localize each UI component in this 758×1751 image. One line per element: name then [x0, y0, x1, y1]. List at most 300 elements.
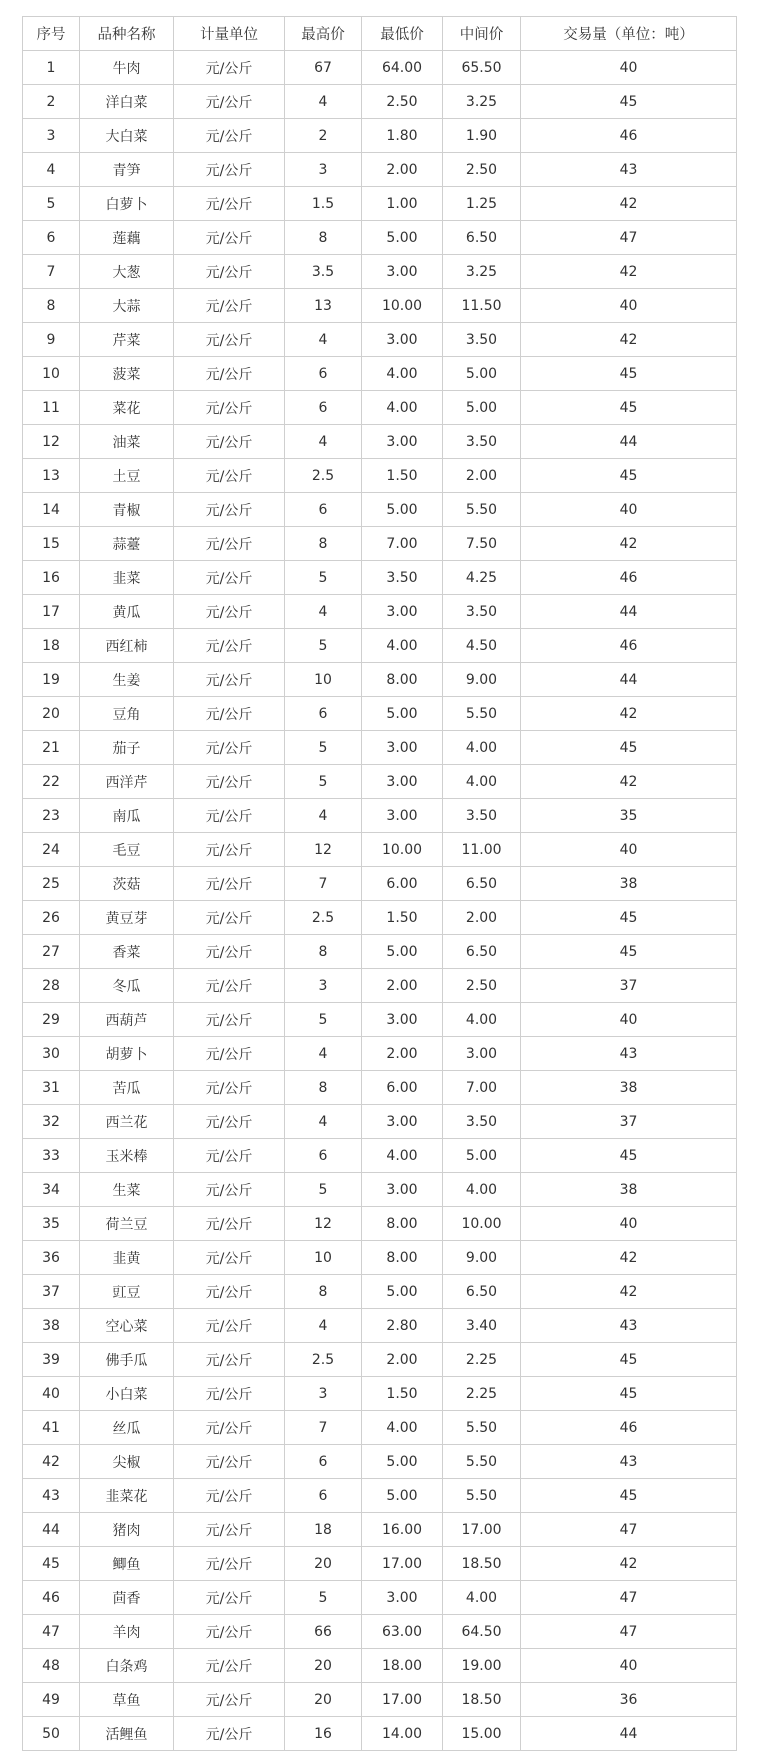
cell-volume: 45 [521, 459, 737, 493]
cell-max-price: 3.5 [285, 255, 362, 289]
cell-min-price: 4.00 [362, 391, 443, 425]
cell-max-price: 66 [285, 1615, 362, 1649]
table-row [23, 493, 737, 527]
cell-variety-name: 韭菜花 [80, 1479, 174, 1513]
cell-max-price: 3 [285, 1377, 362, 1411]
cell-variety-name: 香菜 [80, 935, 174, 969]
table-row [23, 1105, 737, 1139]
cell-variety-name: 苦瓜 [80, 1071, 174, 1105]
price-table [22, 16, 737, 1751]
cell-volume: 40 [521, 833, 737, 867]
cell-mid-price: 6.50 [443, 867, 521, 901]
cell-mid-price: 3.50 [443, 799, 521, 833]
cell-index: 49 [23, 1683, 80, 1717]
cell-variety-name: 油菜 [80, 425, 174, 459]
cell-min-price: 3.00 [362, 1105, 443, 1139]
header-max-price: 最高价 [285, 17, 362, 51]
table-row [23, 663, 737, 697]
cell-index: 25 [23, 867, 80, 901]
cell-volume: 43 [521, 1037, 737, 1071]
cell-mid-price: 5.50 [443, 493, 521, 527]
header-variety-name: 品种名称 [80, 17, 174, 51]
cell-min-price: 4.00 [362, 1411, 443, 1445]
cell-index: 14 [23, 493, 80, 527]
cell-volume: 45 [521, 1343, 737, 1377]
table-row [23, 901, 737, 935]
cell-min-price: 8.00 [362, 1241, 443, 1275]
cell-unit: 元/公斤 [174, 391, 285, 425]
cell-mid-price: 2.25 [443, 1343, 521, 1377]
cell-volume: 44 [521, 425, 737, 459]
cell-index: 30 [23, 1037, 80, 1071]
cell-index: 36 [23, 1241, 80, 1275]
cell-mid-price: 5.00 [443, 357, 521, 391]
cell-volume: 47 [521, 1513, 737, 1547]
table-row [23, 1037, 737, 1071]
table-row [23, 969, 737, 1003]
cell-max-price: 4 [285, 1309, 362, 1343]
cell-volume: 43 [521, 1309, 737, 1343]
cell-min-price: 63.00 [362, 1615, 443, 1649]
cell-mid-price: 4.00 [443, 1003, 521, 1037]
cell-mid-price: 2.00 [443, 459, 521, 493]
cell-index: 17 [23, 595, 80, 629]
cell-index: 39 [23, 1343, 80, 1377]
cell-volume: 45 [521, 357, 737, 391]
cell-variety-name: 羊肉 [80, 1615, 174, 1649]
cell-max-price: 6 [285, 1479, 362, 1513]
cell-max-price: 18 [285, 1513, 362, 1547]
cell-unit: 元/公斤 [174, 663, 285, 697]
cell-mid-price: 10.00 [443, 1207, 521, 1241]
cell-unit: 元/公斤 [174, 1411, 285, 1445]
cell-max-price: 5 [285, 629, 362, 663]
cell-mid-price: 65.50 [443, 51, 521, 85]
cell-unit: 元/公斤 [174, 697, 285, 731]
cell-volume: 47 [521, 1615, 737, 1649]
cell-unit: 元/公斤 [174, 1275, 285, 1309]
cell-min-price: 3.50 [362, 561, 443, 595]
header-volume: 交易量（单位：吨） [521, 17, 737, 51]
cell-unit: 元/公斤 [174, 119, 285, 153]
table-row [23, 51, 737, 85]
cell-unit: 元/公斤 [174, 1343, 285, 1377]
table-row [23, 833, 737, 867]
cell-unit: 元/公斤 [174, 1207, 285, 1241]
cell-variety-name: 菜花 [80, 391, 174, 425]
cell-index: 10 [23, 357, 80, 391]
cell-volume: 47 [521, 1581, 737, 1615]
cell-mid-price: 9.00 [443, 1241, 521, 1275]
cell-mid-price: 5.50 [443, 1411, 521, 1445]
cell-variety-name: 佛手瓜 [80, 1343, 174, 1377]
cell-volume: 44 [521, 1717, 737, 1751]
cell-index: 35 [23, 1207, 80, 1241]
cell-unit: 元/公斤 [174, 1717, 285, 1751]
table-row [23, 1343, 737, 1377]
cell-variety-name: 大蒜 [80, 289, 174, 323]
table-row [23, 391, 737, 425]
cell-volume: 45 [521, 391, 737, 425]
cell-max-price: 8 [285, 1275, 362, 1309]
cell-index: 31 [23, 1071, 80, 1105]
cell-index: 26 [23, 901, 80, 935]
table-row [23, 255, 737, 289]
cell-unit: 元/公斤 [174, 1003, 285, 1037]
cell-min-price: 3.00 [362, 1173, 443, 1207]
table-row [23, 1479, 737, 1513]
cell-mid-price: 2.00 [443, 901, 521, 935]
table-row [23, 425, 737, 459]
cell-index: 11 [23, 391, 80, 425]
cell-mid-price: 5.50 [443, 1445, 521, 1479]
table-row [23, 629, 737, 663]
cell-unit: 元/公斤 [174, 1377, 285, 1411]
table-row [23, 119, 737, 153]
cell-unit: 元/公斤 [174, 1445, 285, 1479]
cell-variety-name: 鲫鱼 [80, 1547, 174, 1581]
cell-index: 44 [23, 1513, 80, 1547]
cell-variety-name: 活鲤鱼 [80, 1717, 174, 1751]
cell-volume: 36 [521, 1683, 737, 1717]
cell-volume: 45 [521, 1479, 737, 1513]
cell-mid-price: 2.25 [443, 1377, 521, 1411]
cell-variety-name: 丝瓜 [80, 1411, 174, 1445]
cell-max-price: 2.5 [285, 459, 362, 493]
cell-volume: 40 [521, 1003, 737, 1037]
cell-mid-price: 4.00 [443, 1173, 521, 1207]
cell-max-price: 1.5 [285, 187, 362, 221]
cell-index: 28 [23, 969, 80, 1003]
cell-unit: 元/公斤 [174, 187, 285, 221]
cell-variety-name: 空心菜 [80, 1309, 174, 1343]
cell-variety-name: 南瓜 [80, 799, 174, 833]
cell-max-price: 5 [285, 731, 362, 765]
table-row [23, 1003, 737, 1037]
cell-unit: 元/公斤 [174, 629, 285, 663]
cell-unit: 元/公斤 [174, 1547, 285, 1581]
table-row [23, 1377, 737, 1411]
cell-unit: 元/公斤 [174, 1649, 285, 1683]
table-row [23, 1411, 737, 1445]
cell-index: 19 [23, 663, 80, 697]
cell-mid-price: 4.25 [443, 561, 521, 595]
table-header-row [23, 17, 737, 51]
cell-min-price: 2.00 [362, 1343, 443, 1377]
cell-max-price: 16 [285, 1717, 362, 1751]
cell-max-price: 6 [285, 697, 362, 731]
cell-variety-name: 青笋 [80, 153, 174, 187]
cell-max-price: 8 [285, 527, 362, 561]
cell-variety-name: 西洋芹 [80, 765, 174, 799]
table-row [23, 595, 737, 629]
cell-variety-name: 菠菜 [80, 357, 174, 391]
table-row [23, 187, 737, 221]
cell-index: 48 [23, 1649, 80, 1683]
cell-unit: 元/公斤 [174, 1309, 285, 1343]
cell-index: 3 [23, 119, 80, 153]
cell-variety-name: 洋白菜 [80, 85, 174, 119]
cell-min-price: 10.00 [362, 289, 443, 323]
cell-mid-price: 18.50 [443, 1547, 521, 1581]
cell-min-price: 2.80 [362, 1309, 443, 1343]
cell-max-price: 6 [285, 493, 362, 527]
cell-unit: 元/公斤 [174, 323, 285, 357]
cell-min-price: 8.00 [362, 663, 443, 697]
table-row [23, 527, 737, 561]
cell-unit: 元/公斤 [174, 425, 285, 459]
cell-volume: 42 [521, 255, 737, 289]
cell-max-price: 5 [285, 561, 362, 595]
cell-index: 9 [23, 323, 80, 357]
cell-volume: 46 [521, 629, 737, 663]
cell-variety-name: 豆角 [80, 697, 174, 731]
cell-index: 47 [23, 1615, 80, 1649]
cell-min-price: 16.00 [362, 1513, 443, 1547]
cell-index: 50 [23, 1717, 80, 1751]
cell-min-price: 3.00 [362, 1003, 443, 1037]
cell-min-price: 2.00 [362, 153, 443, 187]
cell-min-price: 5.00 [362, 697, 443, 731]
cell-variety-name: 西红柿 [80, 629, 174, 663]
table-body [23, 51, 737, 1751]
cell-index: 40 [23, 1377, 80, 1411]
cell-volume: 44 [521, 663, 737, 697]
table-row [23, 1547, 737, 1581]
table-row [23, 289, 737, 323]
table-row [23, 1683, 737, 1717]
cell-mid-price: 15.00 [443, 1717, 521, 1751]
cell-mid-price: 3.25 [443, 255, 521, 289]
cell-variety-name: 西葫芦 [80, 1003, 174, 1037]
header-index: 序号 [23, 17, 80, 51]
cell-unit: 元/公斤 [174, 561, 285, 595]
cell-volume: 46 [521, 1411, 737, 1445]
cell-unit: 元/公斤 [174, 1037, 285, 1071]
cell-mid-price: 5.00 [443, 1139, 521, 1173]
cell-max-price: 4 [285, 1037, 362, 1071]
cell-variety-name: 韭菜 [80, 561, 174, 595]
cell-volume: 43 [521, 1445, 737, 1479]
cell-max-price: 4 [285, 323, 362, 357]
cell-index: 46 [23, 1581, 80, 1615]
cell-max-price: 6 [285, 1445, 362, 1479]
table-row [23, 1207, 737, 1241]
cell-unit: 元/公斤 [174, 799, 285, 833]
table-row [23, 357, 737, 391]
cell-unit: 元/公斤 [174, 1683, 285, 1717]
cell-min-price: 5.00 [362, 1479, 443, 1513]
cell-max-price: 8 [285, 1071, 362, 1105]
cell-min-price: 2.00 [362, 969, 443, 1003]
cell-min-price: 7.00 [362, 527, 443, 561]
cell-max-price: 7 [285, 1411, 362, 1445]
cell-unit: 元/公斤 [174, 153, 285, 187]
table-row [23, 1581, 737, 1615]
cell-min-price: 4.00 [362, 1139, 443, 1173]
cell-min-price: 3.00 [362, 425, 443, 459]
cell-variety-name: 小白菜 [80, 1377, 174, 1411]
cell-variety-name: 荷兰豆 [80, 1207, 174, 1241]
cell-min-price: 17.00 [362, 1683, 443, 1717]
cell-mid-price: 3.50 [443, 425, 521, 459]
cell-variety-name: 生菜 [80, 1173, 174, 1207]
cell-mid-price: 64.50 [443, 1615, 521, 1649]
cell-min-price: 18.00 [362, 1649, 443, 1683]
cell-mid-price: 19.00 [443, 1649, 521, 1683]
cell-volume: 46 [521, 561, 737, 595]
cell-variety-name: 芹菜 [80, 323, 174, 357]
cell-index: 7 [23, 255, 80, 289]
cell-volume: 45 [521, 1377, 737, 1411]
cell-volume: 38 [521, 1071, 737, 1105]
cell-index: 43 [23, 1479, 80, 1513]
cell-index: 20 [23, 697, 80, 731]
cell-index: 12 [23, 425, 80, 459]
cell-index: 37 [23, 1275, 80, 1309]
cell-unit: 元/公斤 [174, 493, 285, 527]
cell-min-price: 3.00 [362, 255, 443, 289]
cell-variety-name: 玉米棒 [80, 1139, 174, 1173]
table-row [23, 765, 737, 799]
cell-unit: 元/公斤 [174, 85, 285, 119]
cell-volume: 46 [521, 119, 737, 153]
cell-min-price: 5.00 [362, 221, 443, 255]
cell-max-price: 4 [285, 85, 362, 119]
cell-index: 2 [23, 85, 80, 119]
cell-volume: 38 [521, 867, 737, 901]
table-row [23, 221, 737, 255]
cell-volume: 45 [521, 1139, 737, 1173]
cell-unit: 元/公斤 [174, 527, 285, 561]
cell-max-price: 2.5 [285, 901, 362, 935]
cell-volume: 40 [521, 289, 737, 323]
cell-max-price: 12 [285, 833, 362, 867]
cell-mid-price: 5.50 [443, 697, 521, 731]
cell-min-price: 2.00 [362, 1037, 443, 1071]
cell-mid-price: 3.00 [443, 1037, 521, 1071]
cell-mid-price: 7.00 [443, 1071, 521, 1105]
cell-index: 22 [23, 765, 80, 799]
cell-volume: 40 [521, 51, 737, 85]
cell-min-price: 1.50 [362, 1377, 443, 1411]
cell-min-price: 5.00 [362, 1275, 443, 1309]
cell-mid-price: 18.50 [443, 1683, 521, 1717]
cell-volume: 37 [521, 969, 737, 1003]
cell-index: 16 [23, 561, 80, 595]
price-table-container [22, 16, 736, 1751]
cell-mid-price: 2.50 [443, 969, 521, 1003]
table-row [23, 1071, 737, 1105]
cell-volume: 42 [521, 697, 737, 731]
cell-index: 13 [23, 459, 80, 493]
cell-variety-name: 韭黄 [80, 1241, 174, 1275]
cell-min-price: 6.00 [362, 867, 443, 901]
table-row [23, 697, 737, 731]
cell-unit: 元/公斤 [174, 1071, 285, 1105]
cell-variety-name: 牛肉 [80, 51, 174, 85]
cell-index: 27 [23, 935, 80, 969]
cell-max-price: 20 [285, 1547, 362, 1581]
cell-mid-price: 5.50 [443, 1479, 521, 1513]
cell-variety-name: 白萝卜 [80, 187, 174, 221]
cell-volume: 42 [521, 765, 737, 799]
cell-mid-price: 3.50 [443, 595, 521, 629]
cell-variety-name: 胡萝卜 [80, 1037, 174, 1071]
cell-mid-price: 4.00 [443, 731, 521, 765]
cell-max-price: 8 [285, 221, 362, 255]
cell-unit: 元/公斤 [174, 1139, 285, 1173]
cell-min-price: 64.00 [362, 51, 443, 85]
cell-mid-price: 11.00 [443, 833, 521, 867]
cell-max-price: 5 [285, 1003, 362, 1037]
cell-max-price: 3 [285, 969, 362, 1003]
cell-mid-price: 7.50 [443, 527, 521, 561]
cell-index: 4 [23, 153, 80, 187]
cell-unit: 元/公斤 [174, 901, 285, 935]
header-min-price: 最低价 [362, 17, 443, 51]
table-row [23, 561, 737, 595]
cell-variety-name: 茴香 [80, 1581, 174, 1615]
cell-volume: 42 [521, 323, 737, 357]
cell-volume: 42 [521, 187, 737, 221]
cell-min-price: 3.00 [362, 731, 443, 765]
cell-min-price: 1.50 [362, 901, 443, 935]
cell-min-price: 5.00 [362, 493, 443, 527]
cell-mid-price: 4.50 [443, 629, 521, 663]
cell-mid-price: 11.50 [443, 289, 521, 323]
cell-index: 29 [23, 1003, 80, 1037]
cell-variety-name: 茄子 [80, 731, 174, 765]
cell-volume: 40 [521, 493, 737, 527]
table-row [23, 1309, 737, 1343]
cell-max-price: 10 [285, 663, 362, 697]
cell-unit: 元/公斤 [174, 969, 285, 1003]
cell-index: 41 [23, 1411, 80, 1445]
cell-mid-price: 9.00 [443, 663, 521, 697]
cell-unit: 元/公斤 [174, 1479, 285, 1513]
cell-min-price: 14.00 [362, 1717, 443, 1751]
cell-variety-name: 尖椒 [80, 1445, 174, 1479]
cell-mid-price: 1.90 [443, 119, 521, 153]
cell-max-price: 20 [285, 1683, 362, 1717]
cell-min-price: 1.50 [362, 459, 443, 493]
cell-index: 1 [23, 51, 80, 85]
cell-unit: 元/公斤 [174, 867, 285, 901]
cell-mid-price: 6.50 [443, 221, 521, 255]
cell-max-price: 6 [285, 391, 362, 425]
cell-index: 45 [23, 1547, 80, 1581]
cell-volume: 42 [521, 527, 737, 561]
table-row [23, 867, 737, 901]
cell-volume: 42 [521, 1275, 737, 1309]
cell-max-price: 5 [285, 765, 362, 799]
table-row [23, 1615, 737, 1649]
cell-volume: 40 [521, 1649, 737, 1683]
cell-variety-name: 冬瓜 [80, 969, 174, 1003]
cell-min-price: 5.00 [362, 1445, 443, 1479]
cell-max-price: 2 [285, 119, 362, 153]
cell-variety-name: 茨菇 [80, 867, 174, 901]
cell-min-price: 3.00 [362, 595, 443, 629]
cell-unit: 元/公斤 [174, 935, 285, 969]
cell-unit: 元/公斤 [174, 1173, 285, 1207]
cell-min-price: 5.00 [362, 935, 443, 969]
cell-index: 6 [23, 221, 80, 255]
cell-max-price: 10 [285, 1241, 362, 1275]
cell-unit: 元/公斤 [174, 221, 285, 255]
cell-mid-price: 5.00 [443, 391, 521, 425]
